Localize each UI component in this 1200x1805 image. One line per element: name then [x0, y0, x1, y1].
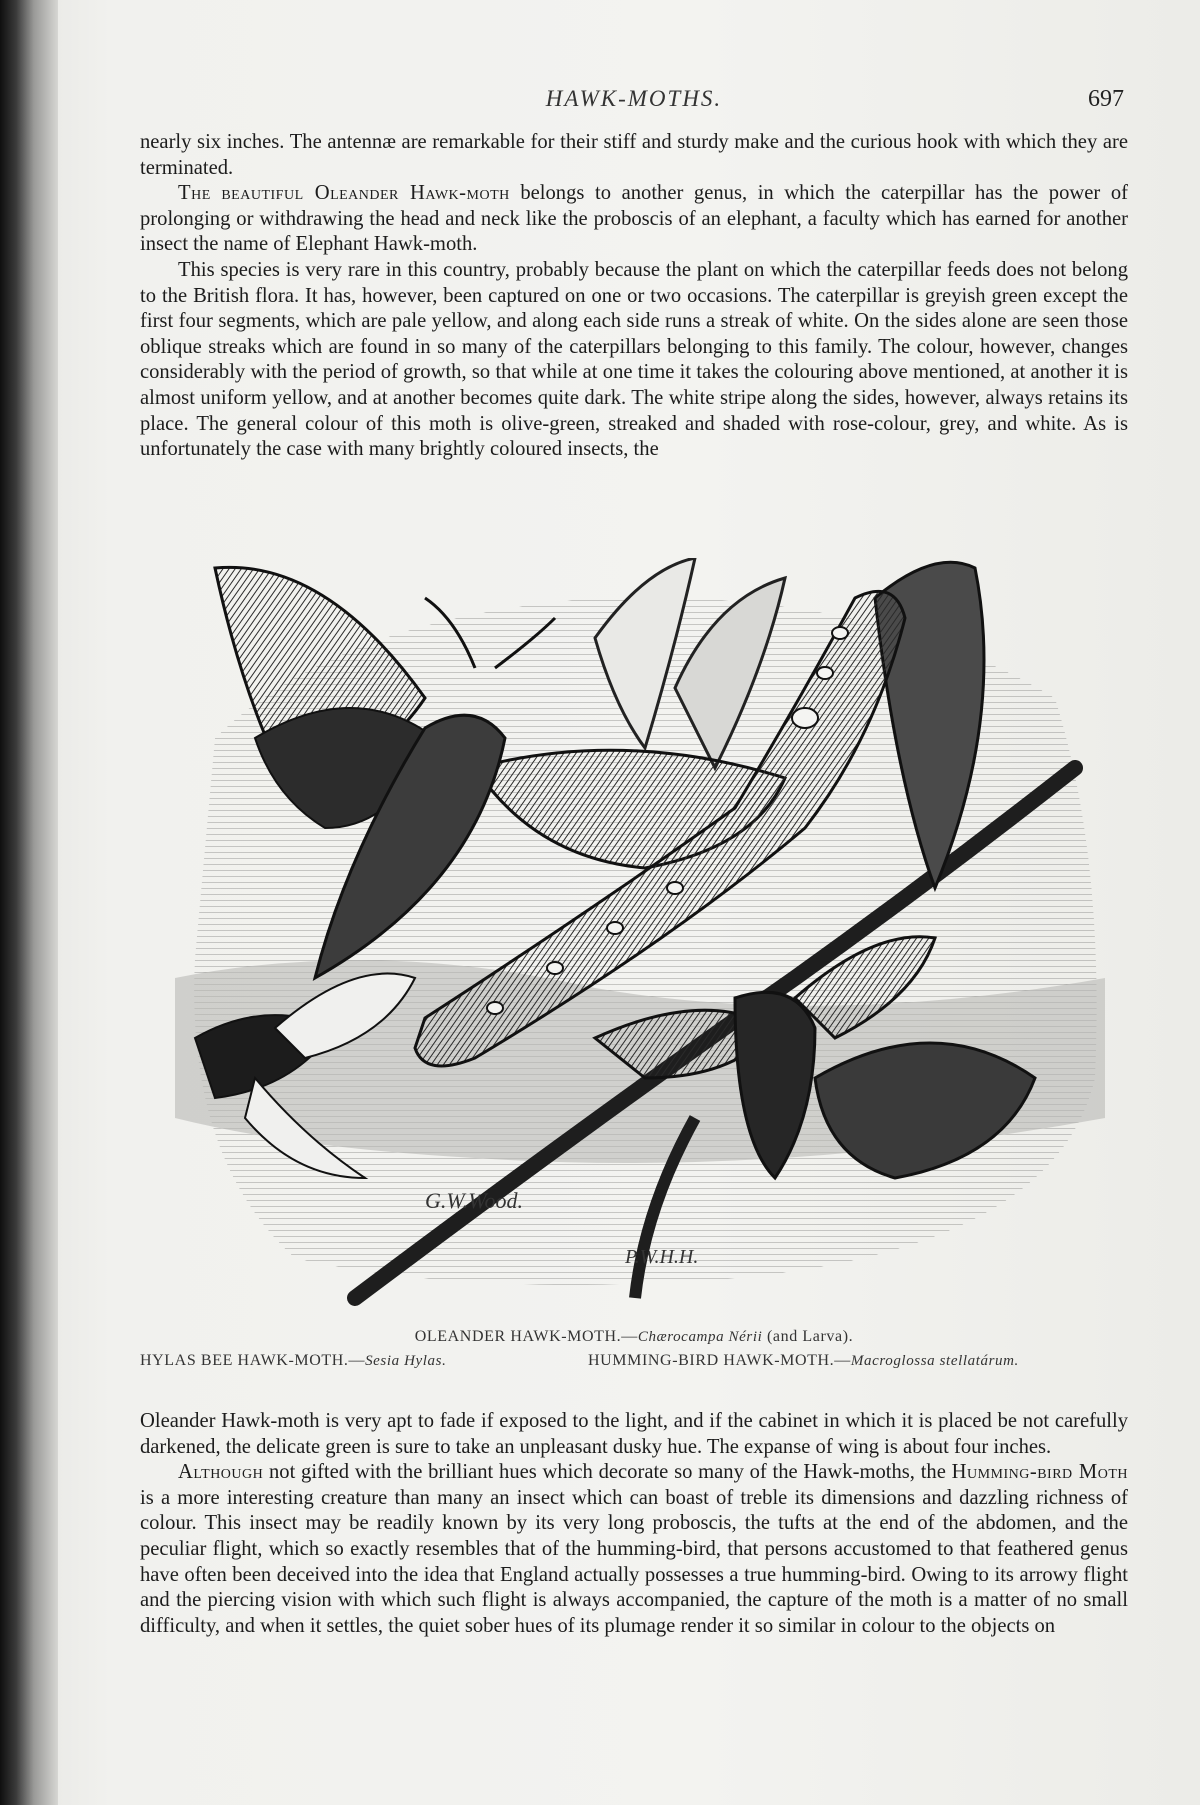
species-name: Humming-bird Moth: [951, 1461, 1128, 1484]
figure-caption-line-1: [140, 1328, 1128, 1346]
lead-word: Although: [178, 1461, 264, 1484]
paragraph: [140, 1460, 1128, 1639]
caption-latin: Sesia Hylas.: [365, 1353, 447, 1369]
engraving-illustration: [175, 558, 1130, 1318]
paragraph-text: not gifted with the brilliant hues which decorate so many of the Hawk-moths, the: [263, 1461, 952, 1484]
running-title: HAWK-MOTHS.: [545, 86, 723, 111]
paragraph-text: belongs to another genus, in which the caterpillar has the power of prolonging or withdrawing the head and neck like the proboscis of an elephant, a faculty which has earned for another insect the name of Elephant Hawk-moth.: [140, 182, 1128, 256]
caption-note: (and Larva).: [762, 1328, 854, 1345]
moth-engraving: [175, 558, 1130, 1318]
book-spine-shadow: [0, 0, 58, 1805]
paragraph: Oleander Hawk-moth is very apt to fade if exposed to the light, and if the cabinet in which it is placed be not carefully darkened, the delicate green is sure to take an unpleasant dusky hue. The expanse of wing is about four inches.: [140, 1410, 1128, 1458]
lead-word: The: [178, 182, 211, 205]
page-header: [140, 86, 1128, 120]
top-text-block: [140, 130, 1128, 463]
paragraph-text: is a more interesting creature than many an insect which can boast of treble its dimensions and dazzling richness of colour. This insect may be readily known by its very long proboscis, the tufts at the end of the abdomen, and the peculiar flight, which so exactly resembles that of the humming-bird, that persons accustomed to that feathered genus have often been deceived into the idea that England actually possesses a true humming-bird. Owing to its arrowy flight and the piercing vision with which such flight is always accompanied, the capture of the moth is a matter of no small difficulty, and when it settles, the quiet sober hues of its plumage render it so similar in colour to the objects on: [140, 1486, 1128, 1637]
bottom-text-block: [140, 1409, 1128, 1639]
caption-right: [588, 1352, 1019, 1370]
engraver-signature-left: G.W.Wood.: [425, 1188, 524, 1213]
caption-latin: Chærocampa Nérii: [637, 1329, 763, 1345]
paragraph: [140, 181, 1128, 258]
caption-species: OLEANDER HAWK-MOTH.—: [414, 1328, 638, 1345]
paragraph: This species is very rare in this country, probably because the plant on which the caterpillar feeds does not belong to the British flora. It has, however, been captured on one or two occasions. The caterpillar is greyish green except the first four segments, which are pale yellow, and along each side runs a streak of white. On the sides alone are seen those oblique streaks which are found in so many of the caterpillars belonging to this family. The colour, however, changes considerably with the period of growth, so that while at one time it takes the colouring above mentioned, at another it is almost uniform yellow, and at another becomes quite dark. The white stripe along the sides, however, always retains its place. The general colour of this moth is olive-green, streaked and shaded with rose-colour, grey, and white. As is unfortunately the case with many brightly coloured insects, the: [140, 258, 1128, 461]
figure-caption-line-2: [140, 1352, 1128, 1370]
engraver-signature-right: P.W.H.H.: [625, 1246, 699, 1268]
page-number: 697: [1088, 86, 1124, 112]
paragraph: nearly six inches. The antennæ are remarkable for their stiff and sturdy make and the curious hook with which they are terminated.: [140, 131, 1128, 179]
caption-species: HYLAS BEE HAWK-MOTH.—: [140, 1352, 366, 1369]
caption-latin: Macroglossa stellatárum.: [850, 1353, 1019, 1369]
species-name: beautiful Oleander Hawk-moth: [221, 182, 510, 205]
caption-species: HUMMING-BIRD HAWK-MOTH.—: [588, 1352, 851, 1369]
